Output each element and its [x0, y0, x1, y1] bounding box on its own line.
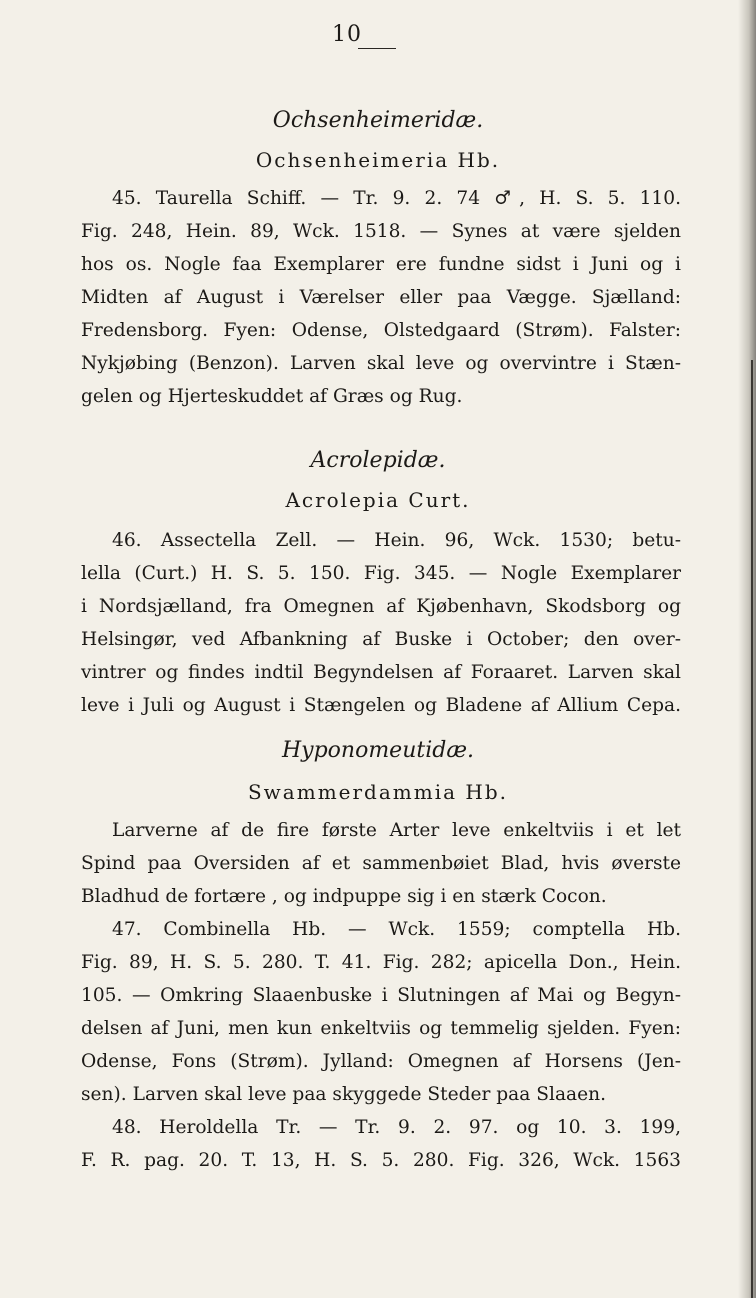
text-line: Larverne af de fire første Arter leve enkeltviis i et let	[112, 820, 681, 841]
family-heading-hyponomeutidae: Hyponomeutidæ.	[281, 738, 475, 763]
text-line: Fig. 89, H. S. 5. 280. T. 41. Fig. 282; apicella Don., Hein.	[81, 952, 681, 973]
text-line: 48. Heroldella Tr. — Tr. 9. 2. 97. og 10. 3. 199,	[112, 1117, 681, 1138]
text-line: 45. Taurella Schiff. — Tr. 9. 2. 74 ♂, H. S. 5. 110.	[112, 188, 681, 209]
text-line: i Nordsjælland, fra Omegnen af Kjøbenhavn, Skodsborg og	[81, 596, 681, 617]
text-line: leve i Juli og August i Stængelen og Bladene af Allium Cepa.	[81, 695, 681, 716]
page-edge-line	[751, 360, 753, 1298]
text-line: F. R. pag. 20. T. 13, H. S. 5. 280. Fig. 326, Wck. 1563	[81, 1150, 681, 1171]
text-line: Helsingør, ved Afbankning af Buske i October; den over-	[81, 629, 681, 650]
genus-heading-swammerdammia: Swammerdammia Hb.	[247, 780, 508, 804]
text-line: 47. Combinella Hb. — Wck. 1559; comptella Hb.	[112, 919, 681, 940]
text-line: Fig. 248, Hein. 89, Wck. 1518. — Synes at være sjelden	[81, 221, 681, 242]
text-line: delsen af Juni, men kun enkeltviis og temmelig sjelden. Fyen:	[81, 1018, 681, 1039]
text-line: sen). Larven skal leve paa skyggede Steder paa Slaaen.	[81, 1084, 607, 1105]
family-heading-acrolepidae: Acrolepidæ.	[310, 448, 446, 473]
page-edge-shadow	[738, 0, 756, 1298]
text-line: Fredensborg. Fyen: Odense, Olstedgaard (Strøm). Falster:	[81, 320, 681, 341]
genus-heading-acrolepia: Acrolepia Curt.	[285, 488, 471, 512]
text-line: hos os. Nogle faa Exemplarer ere fundne sidst i Juni og i	[81, 254, 681, 275]
family-heading-ochsenheimeridae: Ochsenheimeridæ.	[272, 108, 484, 133]
text-line: vintrer og findes indtil Begyndelsen af Foraaret. Larven skal	[81, 662, 681, 683]
text-line: lella (Curt.) H. S. 5. 150. Fig. 345. — Nogle Exemplarer	[81, 563, 681, 584]
genus-heading-ochsenheimeria: Ochsenheimeria Hb.	[255, 148, 501, 172]
text-line: gelen og Hjerteskuddet af Græs og Rug.	[81, 386, 463, 407]
text-line: Midten af August i Værelser eller paa Vægge. Sjælland:	[81, 287, 681, 308]
text-line: Bladhud de fortære , og indpuppe sig i en stærk Cocon.	[81, 886, 607, 907]
text-line: Odense, Fons (Strøm). Jylland: Omegnen af Horsens (Jen-	[81, 1051, 681, 1072]
text-line: Spind paa Oversiden af et sammenbøiet Blad, hvis øverste	[81, 853, 681, 874]
page-number-underline	[358, 48, 396, 49]
text-line: 46. Assectella Zell. — Hein. 96, Wck. 1530; betu-	[112, 530, 681, 551]
text-line: 105. — Omkring Slaaenbuske i Slutningen af Mai og Begyn-	[81, 985, 681, 1006]
page-number: 10	[332, 22, 362, 47]
text-line: Nykjøbing (Benzon). Larven skal leve og overvintre i Stæn-	[81, 353, 681, 374]
